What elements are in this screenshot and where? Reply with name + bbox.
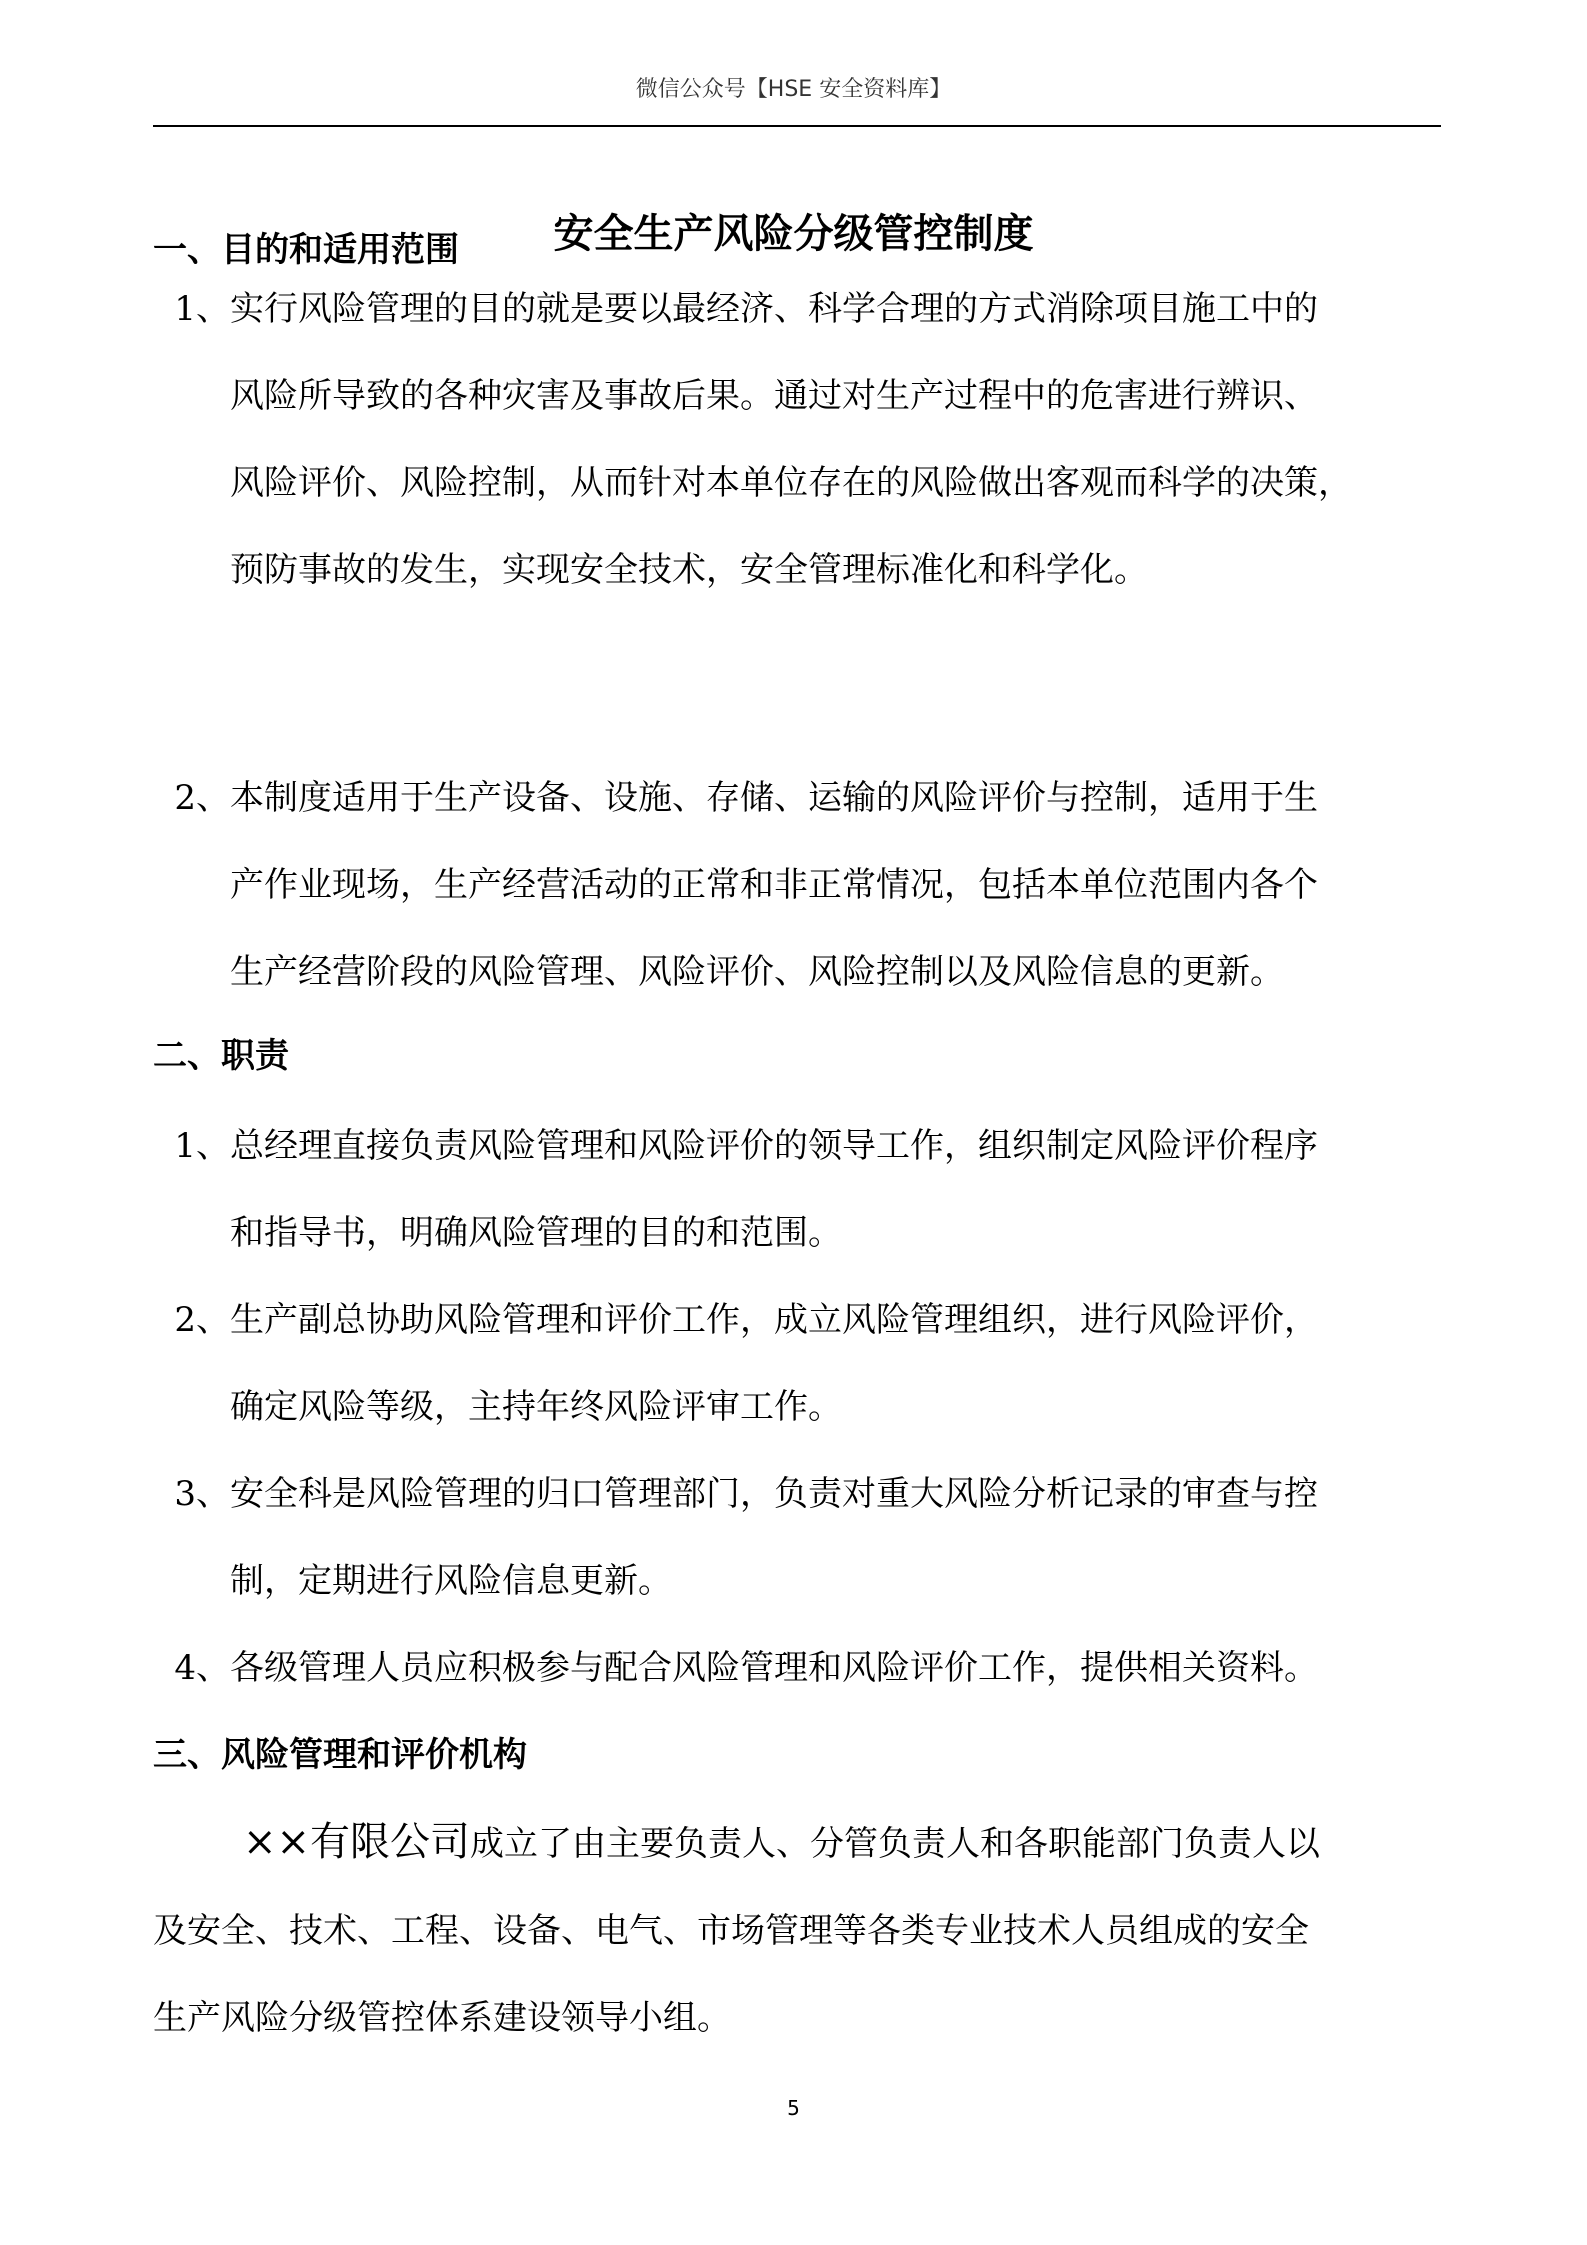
paragraph-line: 成立了由主要负责人、分管负责人和各职能部门负责人以 — [470, 1824, 1321, 1864]
page-header: 微信公众号【HSE 安全资料库】 — [635, 77, 952, 102]
item-number: 2、 — [174, 1300, 230, 1340]
item-number: 2、 — [174, 778, 230, 818]
item-line: 制，定期进行风险信息更新。 — [230, 1561, 672, 1601]
item-line: 确定风险等级，主持年终风险评审工作。 — [230, 1387, 842, 1427]
item-line: 风险所导致的各种灾害及事故后果。通过对生产过程中的危害进行辨识、 — [230, 376, 1318, 416]
paragraph-line: 生产风险分级管控体系建设领导小组。 — [153, 1998, 731, 2038]
item-body — [230, 1277, 1442, 1451]
header-rule — [153, 125, 1441, 127]
item-line: 安全科是风险管理的归口管理部门，负责对重大风险分析记录的审查与控 — [230, 1474, 1318, 1514]
item-line: 本制度适用于生产设备、设施、存储、运输的风险评价与控制，适用于生 — [230, 778, 1318, 818]
item-line: 和指导书，明确风险管理的目的和范围。 — [230, 1213, 842, 1253]
item-line: 总经理直接负责风险管理和风险评价的领导工作，组织制定风险评价程序 — [230, 1126, 1318, 1166]
item-body — [230, 1451, 1442, 1625]
paragraph-first-line — [153, 1799, 1441, 1888]
item-line: 风险评价、风险控制，从而针对本单位存在的风险做出客观而科学的决策， — [230, 463, 1352, 503]
company-name: ××有限公司 — [243, 1819, 471, 1865]
section-heading-3: 三、风险管理和评价机构 — [153, 1735, 527, 1775]
item-line: 实行风险管理的目的就是要以最经济、科学合理的方式消除项目施工中的 — [230, 289, 1318, 329]
section-heading-2: 二、职责 — [153, 1036, 289, 1076]
paragraph-line: 及安全、技术、工程、设备、电气、市场管理等各类专业技术人员组成的安全 — [153, 1911, 1309, 1951]
item-line: 各级管理人员应积极参与配合风险管理和风险评价工作，提供相关资料。 — [230, 1648, 1318, 1688]
item-body — [230, 266, 1442, 614]
document-title: 安全生产风险分级管控制度 — [553, 211, 1034, 257]
page-number: 5 — [787, 2096, 800, 2120]
section-3-paragraph — [153, 1799, 1441, 2062]
item-line: 生产副总协助风险管理和评价工作，成立风险管理组织，进行风险评价， — [230, 1300, 1318, 1340]
item-number: 1、 — [174, 289, 230, 329]
item-number: 1、 — [174, 1126, 230, 1166]
item-body — [230, 755, 1442, 1016]
item-line: 生产经营阶段的风险管理、风险评价、风险控制以及风险信息的更新。 — [230, 952, 1284, 992]
item-body — [230, 1625, 1442, 1712]
item-line: 预防事故的发生，实现安全技术，安全管理标准化和科学化。 — [230, 550, 1148, 590]
section-heading-1: 一、目的和适用范围 — [153, 230, 459, 270]
item-line: 产作业现场，生产经营活动的正常和非正常情况，包括本单位范围内各个 — [230, 865, 1318, 905]
item-number: 4、 — [174, 1648, 230, 1688]
item-number: 3、 — [174, 1474, 230, 1514]
item-body — [230, 1103, 1442, 1277]
